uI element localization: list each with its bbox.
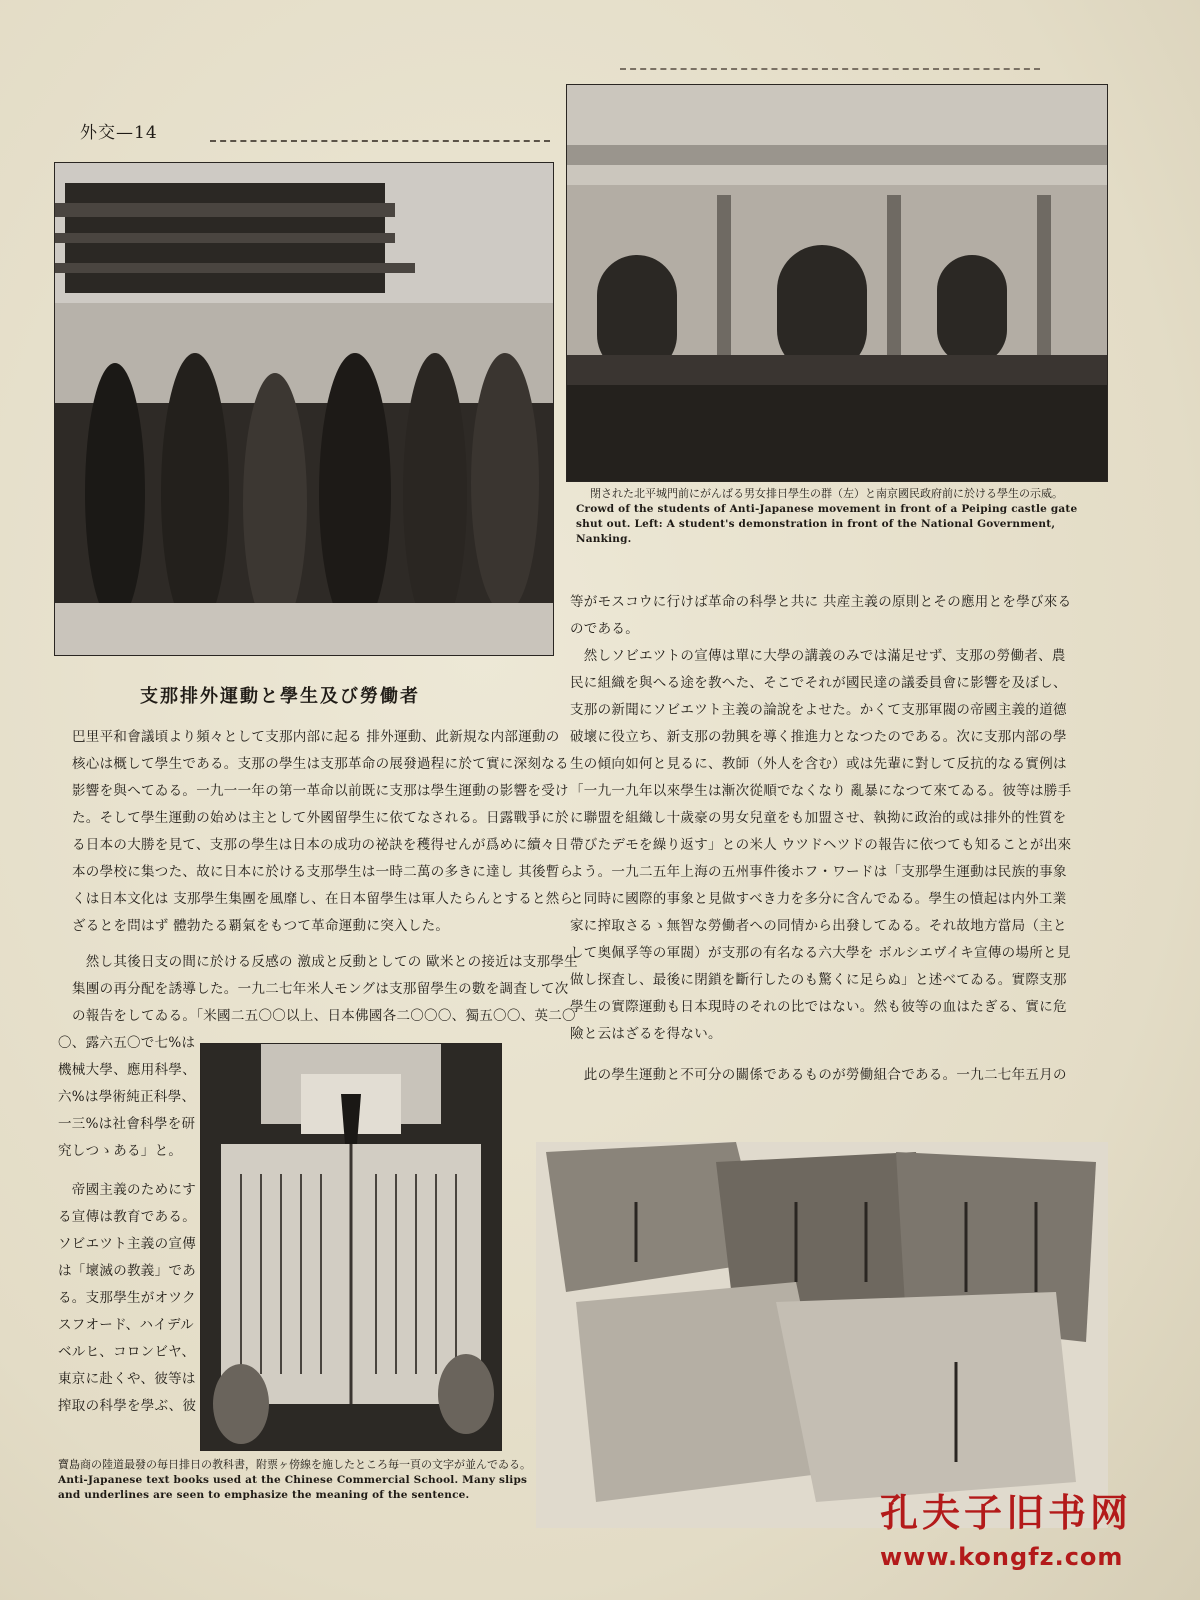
narrow-line: 機械大學、應用科學、	[58, 1062, 196, 1078]
left-line: 巴里平和會議頃より頻々として支那内部に起る 排外運動、此新規な内部運動の	[72, 729, 560, 745]
left-line: 集團の再分配を誘導した。一九二七年米人モングは支那留學生の數を調査して次	[72, 981, 569, 997]
right-line: 等がモスコウに行けば革命の科學と共に 共産主義の原則とその應用とを學び來る	[570, 594, 1072, 610]
narrow-line: 搾取の科學を學ぶ、彼	[58, 1398, 197, 1414]
caption-bottom-left-jp: 寶島商の陸道最發の毎日排日の教科書，附票ヶ傍線を施したところ毎一頁の文字が並んでゐる。	[58, 1458, 531, 1471]
left-line: 核心は概して學生である。支那の學生は支那革命の展發過程に於て實に深刻なる	[72, 756, 569, 772]
narrow-line: ベルヒ、コロンビヤ、	[58, 1344, 196, 1360]
photo-nanking-demonstration	[566, 84, 1108, 482]
watermark-title: 孔夫子旧书网	[880, 1491, 1133, 1535]
right-line: 此の學生運動と不可分の關係であるものが勞働組合である。一九二七年五月の	[570, 1067, 1067, 1083]
narrow-line: 究しつゝある」と。	[58, 1143, 183, 1159]
photo-students-gate	[54, 162, 554, 656]
left-line: た。そして學生運動の始めは主として外國留學生に依てなされる。日露戰爭に於	[72, 810, 569, 826]
photo-students-gate-image	[55, 163, 553, 655]
right-line: 「一九一九年以來學生は漸次從順でなくなり 亂暴になつて來てゐる。彼等は勝手	[570, 783, 1072, 799]
right-line: 生の傾向如何と見るに、教師（外人を含む）或は先輩に對して反抗的なる實例は	[570, 756, 1067, 772]
photo-textbooks-image	[536, 1142, 1108, 1528]
narrow-line: スフオード、ハイデル	[58, 1317, 194, 1333]
right-line: 做し探査し、最後に閉鎖を斷行したのも驚くに足らぬ」と述べてゐる。實際支那	[570, 972, 1067, 988]
right-line: 支那の新聞にソビエツト主義の論說をよせた。かくて支那軍閥の帝國主義的道德	[570, 702, 1067, 718]
narrow-line: 六%は學術純正科學、	[58, 1089, 196, 1105]
photo-textbook-holder	[200, 1043, 502, 1451]
photo-nanking-demonstration-image	[567, 85, 1107, 481]
right-line: 學生の實際運動も日本現時のそれの比ではない。然も彼等の血はたぎる、實に危	[570, 999, 1067, 1015]
watermark	[880, 1482, 1132, 1571]
left-line: の報告をしてゐる。「米國二五〇〇以上、日本佛國各二〇〇〇、獨五〇〇、英二〇	[72, 1008, 576, 1024]
narrow-line: 東京に赴くや、彼等は	[58, 1371, 196, 1387]
narrow-line: 帝國主義のためにす	[58, 1182, 196, 1198]
narrow-line: る宣傳は教育である。	[58, 1209, 196, 1225]
right-line: と同時に國際的事象と見做すべき力を多分に含んでゐる。學生の憤起は内外工業	[570, 891, 1067, 907]
caption-top-right-en-2: shut out. Left: A student's demonstration in front of the National Government,	[576, 518, 1056, 530]
header-rule	[210, 140, 550, 142]
left-line: 然し其後日支の間に於ける反感の 激成と反動としての 歐米との接近は支那學生	[72, 954, 578, 970]
left-line: 本の學校に集つた、故に日本に於ける支那學生は一時二萬の多きに達し 其後暫ら	[72, 864, 574, 880]
right-line: 然しソビエツトの宣傳は單に大學の講義のみでは滿足せず、支那の勞働者、農	[570, 648, 1066, 664]
photo-textbooks	[536, 1142, 1108, 1528]
right-line: のである。	[570, 621, 639, 637]
narrow-line: 一三%は社會科學を研	[58, 1116, 196, 1132]
photo-textbook-holder-image	[201, 1044, 501, 1450]
right-line: よう。一九二五年上海の五州事件後ホフ・ワードは「支那學生運動は民族的事象	[570, 864, 1067, 880]
right-line: 破壞に役立ち、新支那の勃興を導く推進力となつたのである。次に支那内部の學	[570, 729, 1067, 745]
header-rule-right	[620, 68, 1040, 70]
watermark-url: www.kongfz.com	[880, 1543, 1124, 1571]
caption-top-right-en-1: Crowd of the students of Anti-Japanese movement in front of a Peiping castle gate	[576, 503, 1078, 515]
right-line: 民に組織を與へる途を教へた、そこでそれが國民達の議委員會に影響を及ぼし、	[570, 675, 1067, 691]
right-line: して奥佩孚等の軍閥）が支那の有名なる六大學を ボルシエヴイキ宣傳の場所と見	[570, 945, 1071, 961]
left-line: る日本の大勝を見て、支那の學生は日本の成功の祕訣を穫得せんが爲めに續々日	[72, 837, 569, 853]
narrow-line: ソビエツト主義の宣傳	[58, 1236, 196, 1252]
page-number: 外交—14	[80, 123, 158, 143]
narrow-line: は「壞滅の教義」であ	[58, 1263, 196, 1279]
left-line: くは日本文化は 支那學生集團を風靡し、在日本留學生は軍人たらんとすると然ら	[72, 891, 574, 907]
caption-bottom-left-en-1: Anti-Japanese text books used at the Chinese Commercial School. Many slips	[58, 1474, 528, 1486]
right-line: に聯盟を組織し十歲豪の男女兒童をも加盟させ、執拗に政治的或は排外的性質を	[570, 810, 1067, 826]
left-line: 影響を與へてゐる。一九一一年の第一革命以前既に支那は學生運動の影響を受け	[72, 783, 569, 799]
right-line: 帶びたデモを繰り返す」との米人 ウツドヘツドの報告に依つても知ることが出來	[570, 837, 1072, 853]
caption-top-right-en-3: Nanking.	[576, 533, 632, 545]
caption-top-right-jp: 閉された北平城門前にがんばる男女排日學生の群（左）と南京國民政府前に於ける學生の示威。	[590, 487, 1063, 500]
left-line: ざるとを問はず 體勃たる覇氣をもつて革命運動に突入した。	[72, 918, 450, 934]
article-heading: 支那排外運動と學生及び勞働者	[140, 686, 420, 707]
caption-bottom-left-en-2: and underlines are seen to emphasize the meaning of the sentence.	[58, 1489, 470, 1501]
narrow-line: 〇、露六五〇で七%は	[58, 1035, 196, 1051]
narrow-line: る。支那學生がオツク	[58, 1290, 196, 1306]
right-line: 家に搾取さるゝ無智な勞働者への同情から出發してゐる。それ故地方當局（主と	[570, 918, 1067, 934]
right-line: 險と云はざるを得ない。	[570, 1026, 722, 1042]
